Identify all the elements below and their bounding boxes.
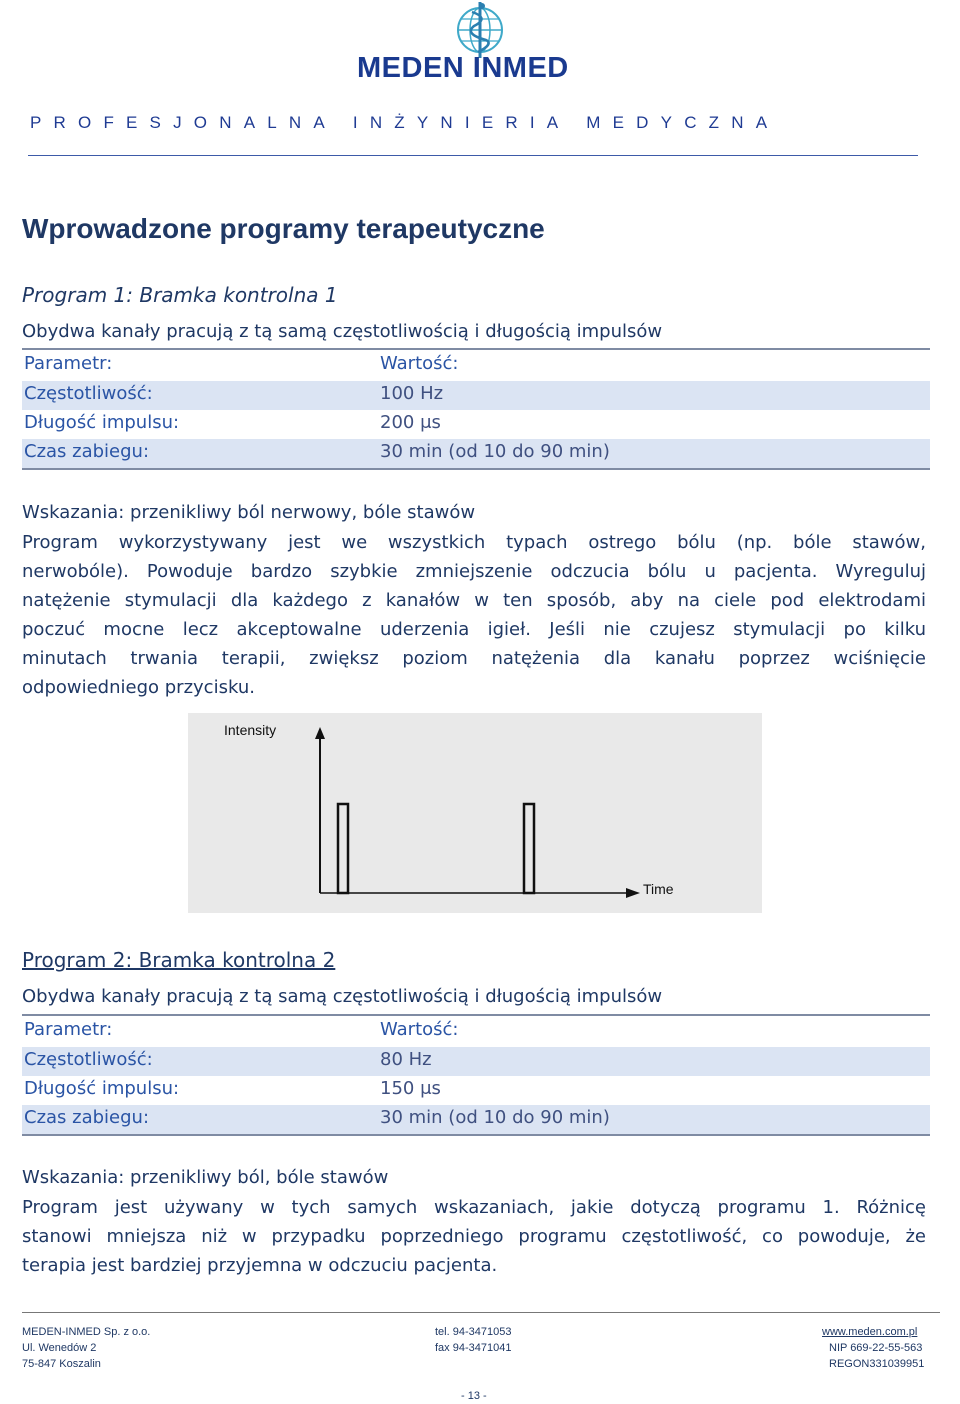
y-axis-arrow (315, 727, 325, 739)
table-header-row (22, 1017, 930, 1046)
param-value: 30 min (od 10 do 90 min) (380, 1107, 610, 1128)
x-axis-arrow (626, 888, 640, 898)
description-line: minutach trwania terapii, zwiększ poziom natężenia dla kanału poprzez wciśnięcie (22, 648, 926, 669)
param-name: Długość impulsu: (24, 1078, 180, 1099)
param-name: Długość impulsu: (24, 412, 180, 433)
description-line: Program jest używany w tych samych wskazaniach, jakie dotyczą programu 1. Różnicę (22, 1197, 926, 1218)
value-header: Wartość: (380, 1019, 459, 1040)
pulse (338, 804, 348, 893)
param-header: Parametr: (24, 1019, 113, 1040)
table-row (22, 1047, 930, 1076)
description-line: natężenie stymulacji dla każdego z kanałów w ten sposób, aby na ciele pod elektrodami (22, 590, 926, 611)
pulse (524, 804, 534, 893)
footer-divider (22, 1312, 940, 1313)
description-line: odpowiedniego przycisku. (22, 677, 255, 698)
footer-company: MEDEN-INMED Sp. z o.o. (22, 1326, 151, 1338)
company-tagline: PROFESJONALNA INŻYNIERIA MEDYCZNA (30, 113, 780, 132)
footer-fax: fax 94-3471041 (435, 1342, 512, 1354)
table-top-rule (22, 348, 930, 350)
caduceus-globe-icon (355, 0, 605, 60)
footer-nip: NIP 669-22-55-563 (829, 1342, 923, 1354)
param-name: Czas zabiegu: (24, 1107, 150, 1128)
value-header: Wartość: (380, 353, 459, 374)
x-axis-label: Time (643, 881, 674, 897)
program-1-parameter-table (22, 347, 930, 471)
y-axis-label: Intensity (224, 722, 277, 738)
table-row (22, 410, 930, 439)
table-top-rule (22, 1014, 930, 1016)
table-bottom-rule (22, 1134, 930, 1136)
program-2-heading: Program 2: Bramka kontrolna 2 (22, 948, 336, 972)
description-line: Program wykorzystywany jest we wszystkich typach ostrego bólu (np. bóle stawów, (22, 532, 926, 553)
param-name: Częstotliwość: (24, 383, 153, 404)
param-name: Częstotliwość: (24, 1049, 153, 1070)
description-line: nerwobóle). Powoduje bardzo szybkie zmniejszenie odczucia bólu u pacjenta. Wyreguluj (22, 561, 926, 582)
param-value: 30 min (od 10 do 90 min) (380, 441, 610, 462)
program-2-intro: Obydwa kanały pracują z tą samą częstotliwością i długością impulsów (22, 986, 663, 1007)
program-1-indications: Wskazania: przenikliwy ból nerwowy, bóle stawów (22, 502, 476, 523)
footer-city: 75-847 Koszalin (22, 1358, 101, 1370)
param-value: 150 μs (380, 1078, 441, 1099)
page-number: - 13 - (461, 1390, 487, 1402)
param-value: 80 Hz (380, 1049, 432, 1070)
page-title: Wprowadzone programy terapeutyczne (22, 213, 545, 244)
footer-street: Ul. Wenedów 2 (22, 1342, 97, 1354)
description-line: terapia jest bardziej przyjemna w odczuciu pacjenta. (22, 1255, 498, 1276)
program-2-indications: Wskazania: przenikliwy ból, bóle stawów (22, 1167, 389, 1188)
program-2-description (22, 1193, 926, 1280)
param-header: Parametr: (24, 353, 113, 374)
param-value: 100 Hz (380, 383, 444, 404)
description-line: stanowi mniejsza niż w przypadku poprzedniego programu częstotliwość, co powoduje, że (22, 1226, 926, 1247)
company-name: MEDEN INMED (357, 52, 569, 84)
table-row (22, 381, 930, 410)
program-1-intro: Obydwa kanały pracują z tą samą częstotliwością i długością impulsów (22, 321, 663, 342)
param-name: Czas zabiegu: (24, 441, 150, 462)
program-1-heading: Program 1: Bramka kontrolna 1 (22, 283, 338, 307)
table-header-row (22, 351, 930, 380)
footer-website-link[interactable]: www.meden.com.pl (822, 1326, 918, 1338)
footer-phone: tel. 94-3471053 (435, 1326, 512, 1338)
table-row (22, 1076, 930, 1105)
program-1-description (22, 528, 926, 702)
header-divider (28, 155, 918, 156)
program-2-parameter-table (22, 1013, 930, 1137)
table-row (22, 439, 930, 468)
table-bottom-rule (22, 468, 930, 470)
description-line: poczuć mocne lecz akceptowalne uderzenia igieł. Jeśli nie czujesz stymulacji po kilku (22, 619, 926, 640)
pulse-intensity-diagram (188, 713, 762, 913)
table-row (22, 1105, 930, 1134)
param-value: 200 μs (380, 412, 441, 433)
footer-regon: REGON331039951 (829, 1358, 925, 1370)
